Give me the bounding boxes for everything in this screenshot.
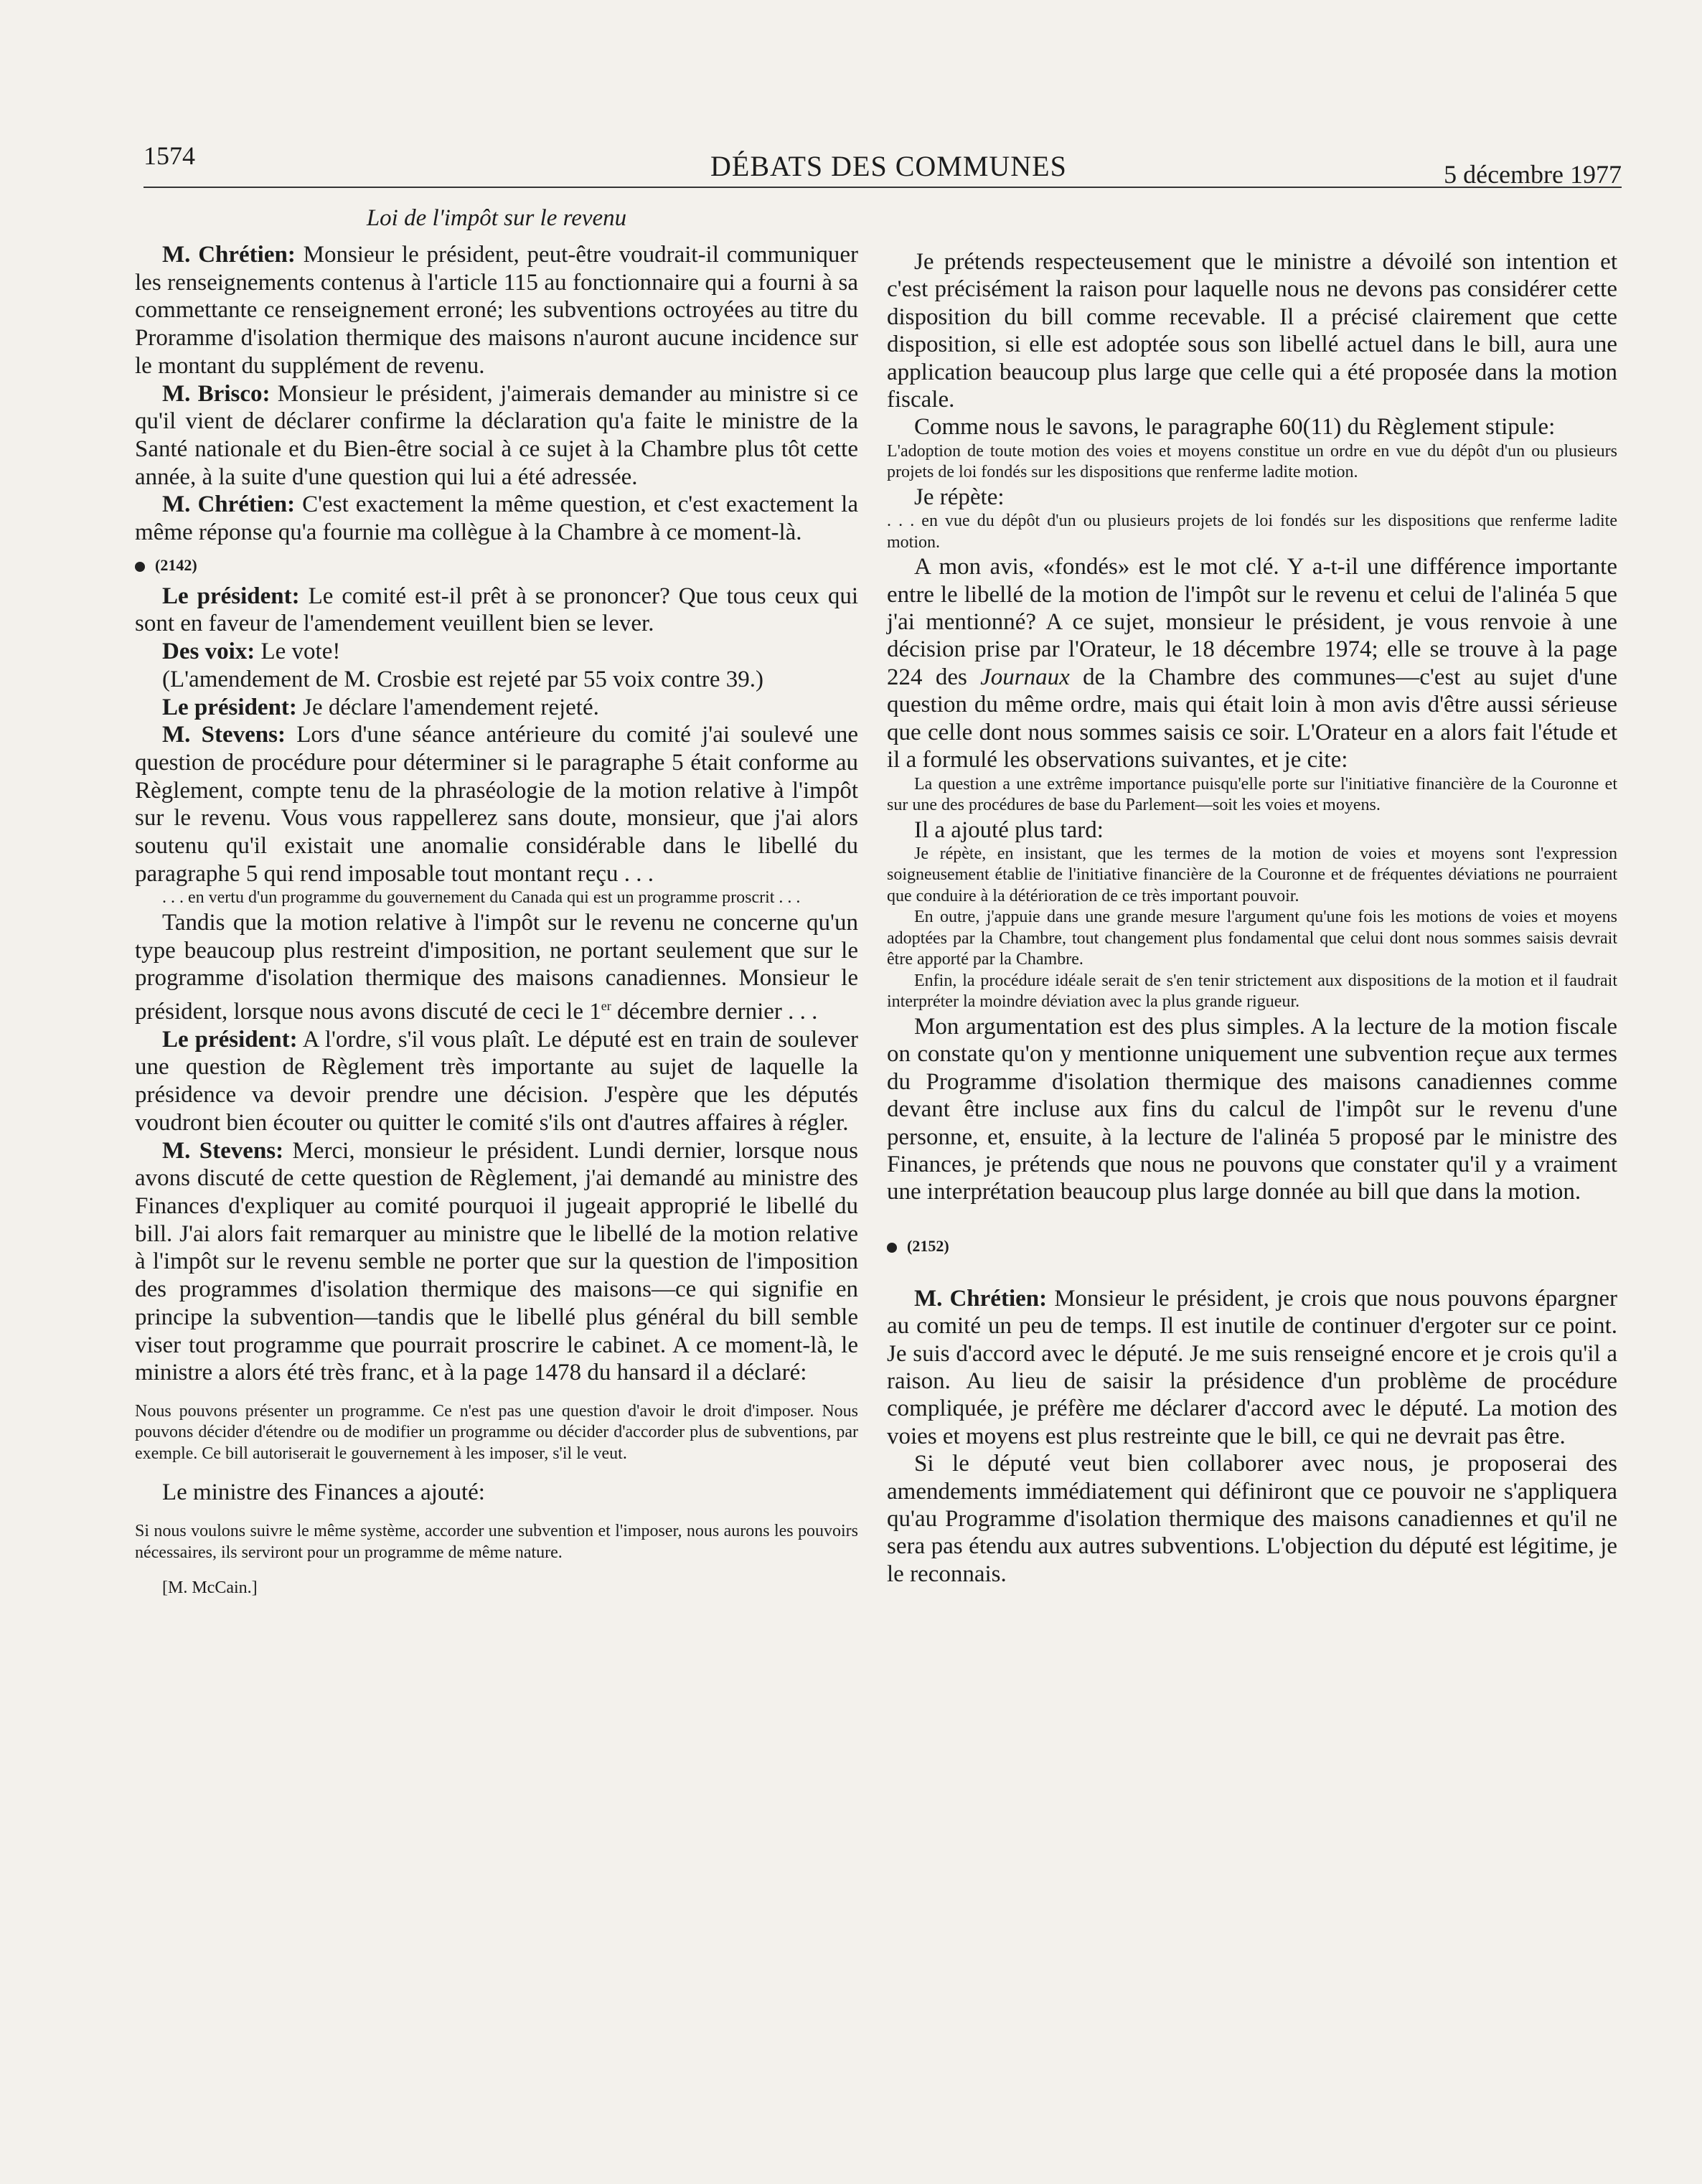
speech-text: A mon avis, «fondés» est le mot clé. Y a-t-il une différence importante entre le libellé de la motion de l'impôt sur le revenu et celui de l'alinéa 5 que j'ai mentionné? A ce sujet, monsieur le président, je vous renvoie à une décision prise par l'Orateur, le 18 décembre 1974; elle se trouve à la page 224 des xyxy=(887,554,1617,690)
paragraph xyxy=(135,721,858,888)
speaker: M. Chrétien: xyxy=(162,491,296,518)
superscript: er xyxy=(601,999,611,1014)
paragraph xyxy=(135,380,858,491)
speech-text: Lors d'une séance antérieure du comité j'ai soulevé une question de procédure pour déterminer si le paragraphe 5 était conforme au Règlement, compte tenu de la phraséologie de la motion relative à l'impôt sur le revenu. Vous vous rappellerez sans doute, monsieur, que j'ai alors soutenu qu'il existait une anomalie considérable dans le libellé du paragraphe 5 qui rend imposable tout montant reçu . . . xyxy=(135,722,859,887)
spacer xyxy=(887,1263,1617,1285)
spacer xyxy=(135,1387,858,1401)
paragraph xyxy=(135,583,858,638)
speech-text: Le vote! xyxy=(255,639,341,665)
speech-text: Merci, monsieur le président. Lundi dernier, lorsque nous avons discuté de cette question de Règlement, j'ai demandé au ministre des Finances d'expliquer au comité pourquoi il jugeait approprié le libellé du bill. J'ai alors fait remarquer au ministre que le libellé de la motion relative à l'impôt sur le revenu semble ne porter que sur la question de l'imposition des programmes d'isolation thermique des maisons—ce qui signifie en principe la subvention—tandis que le libellé plus général du bill semble viser tout programme que pourrait proscrire le cabinet. A ce moment-là, le ministre a alors été très franc, et à la page 1478 du hansard il a déclaré: xyxy=(135,1137,859,1386)
paragraph: Mon argumentation est des plus simples. A la lecture de la motion fiscale on constate qu'on y mentionne uniquement une subvention reçue aux termes du Programme d'isolation thermique des maisons canadiennes comme devant être incluse aux fins du calcul de l'impôt sur le revenu d'une personne, et, ensuite, à la lecture de l'alinéa 5 proposé par le ministre des Finances, je prétends que nous ne pouvons que constater qu'il y a vraiment une interprétation beaucoup plus large donnée au bill que dans la motion. xyxy=(887,1013,1617,1205)
speech-text: Monsieur le président, j'aimerais demander au ministre si ce qu'il vient de déclarer confirme la déclaration qu'a faite le ministre de la Santé nationale et du Bien-être social à ce sujet à la Chambre plus tôt cette année, à la suite d'une question qui lui a été adressée. xyxy=(135,380,859,490)
speech-text: A l'ordre, s'il vous plaît. Le député est en train de soulever une question de Règlement très importante au sujet de laquelle la présidence va devoir prendre une décision. J'espère que les députés voudront bien écouter ou quitter le comité s'ils ont d'autres affaires à régler. xyxy=(135,1026,858,1136)
speech-text: Monsieur le président, je crois que nous pouvons épargner au comité un peu de temps. Il est inutile de continuer d'ergoter sur ce point. Je suis d'accord avec le député. Je me suis renseigné encore et je crois qu'il a raison. Au lieu de saisir la présidence d'un problème de procédure compliquée, je préfère me déclarer d'accord avec le député. La motion des voies et moyens est plus restreinte que le bill, ce qui ne devrait pas être. xyxy=(887,1285,1617,1449)
speech-text: C'est exactement la même question, et c'est exactement la même réponse qu'a fournie ma collègue à la Chambre à ce moment-là. xyxy=(135,491,858,546)
time-marker xyxy=(887,1232,1617,1261)
section-title: Loi de l'impôt sur le revenu xyxy=(366,205,627,231)
spacer xyxy=(887,1206,1617,1228)
italic-text: Journaux xyxy=(980,664,1070,690)
spacer xyxy=(135,1507,858,1521)
paragraph: Le ministre des Finances a ajouté: xyxy=(162,1479,485,1506)
speaker: M. Brisco: xyxy=(162,380,271,407)
speech-text: Le comité est-il prêt à se prononcer? Que tous ceux qui sont en faveur de l'amendement veuillent bien se lever. xyxy=(135,583,858,637)
time-marker-text: (2142) xyxy=(155,555,197,574)
attribution: [M. McCain.] xyxy=(162,1578,258,1598)
speaker: Le président: xyxy=(162,694,297,720)
quotation: Si nous voulons suivre le même système, accorder une subvention et l'imposer, nous aurons les pouvoirs nécessaires, ils serviront pour un programme de même nature. xyxy=(135,1522,858,1562)
paragraph xyxy=(887,1285,1617,1450)
paragraph xyxy=(135,1137,858,1387)
page-date: 5 décembre 1977 xyxy=(1444,160,1622,189)
paragraph xyxy=(887,553,1617,773)
running-title: DÉBATS DES COMMUNES xyxy=(710,150,1067,182)
speech-text: décembre dernier . . . xyxy=(611,999,818,1025)
speech-text: de la Chambre des communes—c'est au sujet d'une question du même ordre, mais qui était loin à mon avis d'être aussi sérieuse que celle dont nous sommes saisis ce soir. L'Orateur en a alors fait l'étude et il a formulé les observations suivantes, et je cite: xyxy=(887,664,1617,773)
quotation: En outre, j'appuie dans une grande mesure l'argument qu'une fois les motions de voies et moyens adoptées par la Chambre, tout changement plus fondamental que celui dont nous sommes saisis devrait être apporté par la Chambre. xyxy=(887,908,1617,969)
speech-text: Je déclare l'amendement rejeté. xyxy=(296,694,599,720)
time-marker xyxy=(135,551,858,580)
paragraph xyxy=(135,638,858,666)
speech-text: Monsieur le président, peut-être voudrait-il communiquer les renseignements contenus à l'article 115 au fonctionnaire qui a fourni à sa commettante ce renseignement erroné; les subventions octroyées au titre du Proramme d'isolation thermique des maisons n'auront aucune incidence sur le montant du supplément de revenu. xyxy=(135,242,858,379)
paragraph: Si le député veut bien collaborer avec nous, je proposerai des amendements immédiatement qui définiront que ce pouvoir ne s'appliquera qu'au Programme d'isolation thermique des maisons canadiennes et qu'il ne sera pas étendu aux autres subventions. L'objection du député est légitime, je le reconnais. xyxy=(887,1451,1617,1587)
paragraph: Il a ajouté plus tard: xyxy=(914,816,1104,843)
header-rule xyxy=(144,187,1622,188)
paragraph: Comme nous le savons, le paragraphe 60(11) du Règlement stipule: xyxy=(914,414,1556,441)
speaker: M. Chrétien: xyxy=(162,242,296,268)
speaker: Des voix: xyxy=(162,639,255,665)
paragraph: Je répète: xyxy=(914,484,1005,510)
right-column xyxy=(887,248,1617,1588)
paragraph xyxy=(135,1026,858,1137)
quotation: L'adoption de toute motion des voies et moyens constitue un ordre en vue du dépôt d'un ou plusieurs projets de loi fondés sur les dispositions que renferme ladite motion. xyxy=(887,441,1617,482)
quotation: Je répète, en insistant, que les termes de la motion de voies et moyens sont l'expression soigneusement établie de l'initiative financière de la Couronne et de fréquentes déviations ne pourraient que conduire à la détérioration de ce très important pouvoir. xyxy=(887,844,1617,905)
speaker: M. Stevens: xyxy=(162,722,286,748)
page-number: 1574 xyxy=(144,141,195,170)
paragraph: Je prétends respecteusement que le ministre a dévoilé son intention et c'est précisément la raison pour laquelle nous ne devons pas considérer cette disposition du bill comme recevable. Il a précisé clairement que cette disposition, si elle est adoptée sous son libellé actuel dans le bill, aura une application beaucoup plus large que celle qui a été proposée dans la motion fiscale. xyxy=(887,249,1617,413)
left-column xyxy=(135,202,858,1599)
paragraph: (L'amendement de M. Crosbie est rejeté par 55 voix contre 39.) xyxy=(162,666,764,692)
paragraph xyxy=(135,491,858,546)
speech-text: Tandis que la motion relative à l'impôt sur le revenu ne concerne qu'un type beaucoup plus restreint d'imposition, ne portant seulement que sur le programme d'isolation thermique des maisons canadiennes. Monsieur le président, lorsque nous avons discuté de ceci le 1 xyxy=(135,909,858,1025)
spacer xyxy=(135,1464,858,1479)
quotation: . . . en vue du dépôt d'un ou plusieurs projets de loi fondés sur les dispositions que renferme ladite motion. xyxy=(887,512,1617,552)
bullet-icon xyxy=(887,1243,897,1253)
quotation: Enfin, la procédure idéale serait de s'en tenir strictement aux dispositions de la motion et il faudrait interpréter la moindre déviation avec la plus grande rigueur. xyxy=(887,971,1617,1012)
quotation: Nous pouvons présenter un programme. Ce n'est pas une question d'avoir le droit d'imposer. Nous pouvons décider d'étendre ou de modifier un programme ou décider d'accorder plus de subventions, par exemple. Ce bill autoriserait le gouvernement à les imposer, s'il le veut. xyxy=(135,1401,858,1463)
speaker: Le président: xyxy=(162,583,300,609)
quotation: . . . en vertu d'un programme du gouvernement du Canada qui est un programme proscrit . . . xyxy=(162,888,801,908)
bullet-icon xyxy=(135,562,145,572)
paragraph xyxy=(135,909,858,1026)
speaker: Le président: xyxy=(162,1026,298,1053)
paragraph xyxy=(135,241,858,380)
spacer xyxy=(135,1563,858,1578)
speaker: M. Stevens: xyxy=(162,1137,284,1164)
time-marker-text: (2152) xyxy=(907,1236,949,1255)
speaker: M. Chrétien: xyxy=(914,1285,1048,1312)
quotation: La question a une extrême importance puisqu'elle porte sur l'initiative financière de la Couronne et sur une des procédures de base du Parlement—soit les voies et moyens. xyxy=(887,774,1617,814)
paragraph xyxy=(135,694,858,722)
